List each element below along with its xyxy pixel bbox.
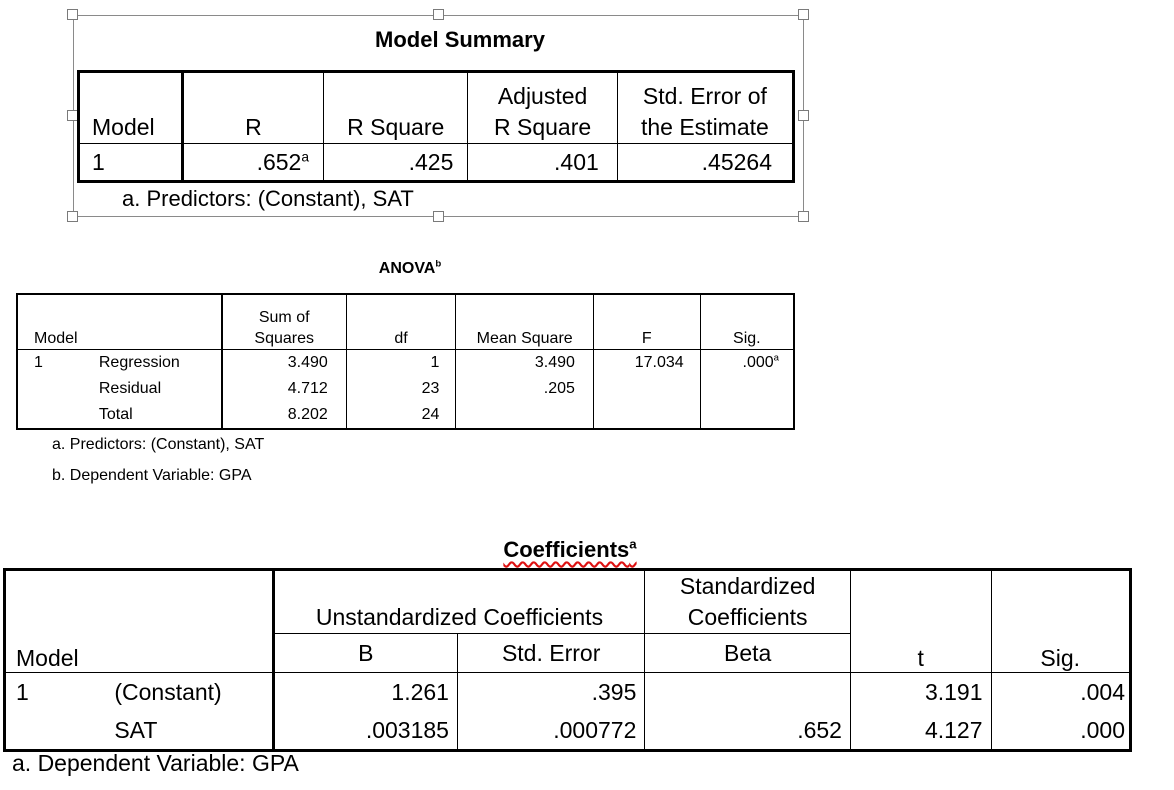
ms-header-r: R (182, 72, 323, 144)
coefficients-row-sat (5, 711, 1131, 751)
anova-footnote-b: b. Dependent Variable: GPA (52, 467, 252, 484)
anova-df-total: 24 (346, 402, 456, 429)
anova-ss-total: 8.202 (222, 402, 347, 429)
ms-header-model: Model (79, 72, 183, 144)
resize-handle-bottom-center[interactable] (433, 211, 444, 222)
model-summary-table (77, 70, 795, 183)
coefficients-header-row-1 (5, 570, 1131, 634)
coef-sig-sat: .000 (991, 711, 1131, 751)
anova-title: ANOVA$^b$ (378, 258, 442, 277)
coefficients-title: Coefficients$^a$ (503, 536, 637, 562)
anova-table (16, 293, 795, 430)
coef-header-std-error: Std. Error (457, 634, 644, 673)
ms-r-value: .652$^a$ (182, 144, 323, 182)
coef-header-model: Model (5, 634, 105, 673)
anova-header-sig: Sig. (700, 294, 794, 350)
coef-se-sat: .000772 (457, 711, 644, 751)
anova-row-regression (17, 350, 794, 377)
anova-row-total (17, 402, 794, 429)
resize-handle-bottom-left[interactable] (67, 211, 78, 222)
coef-header-unstandardized: Unstandardized Coefficients (273, 570, 645, 634)
anova-header-model: Model (17, 294, 99, 350)
resize-handle-top-center[interactable] (433, 9, 444, 20)
coefficients-footnote: a. Dependent Variable: GPA (12, 750, 299, 776)
coef-t-constant: 3.191 (850, 673, 991, 712)
anova-header-row (17, 294, 794, 350)
resize-handle-top-right[interactable] (798, 9, 809, 20)
coefficients-table (3, 568, 1132, 752)
coef-beta-sat: .652 (645, 711, 851, 751)
ms-std-error-value: .45264 (617, 144, 793, 182)
coef-model-num: 1 (5, 673, 105, 712)
coef-beta-constant (645, 673, 851, 712)
coef-b-constant: 1.261 (273, 673, 457, 712)
anova-sig-regression: .000$^a$ (700, 350, 794, 377)
resize-handle-middle-right[interactable] (798, 110, 809, 121)
anova-ms-regression: 3.490 (456, 350, 594, 377)
anova-model-num: 1 (17, 350, 99, 377)
coef-header-beta: Beta (645, 634, 851, 673)
coef-header-standardized: Standardized Coefficients (645, 570, 851, 634)
anova-ss-regression: 3.490 (222, 350, 347, 377)
anova-row-residual (17, 376, 794, 402)
coef-t-sat: 4.127 (850, 711, 991, 751)
ms-adj-r-square-value: .401 (468, 144, 617, 182)
anova-df-residual: 23 (346, 376, 456, 402)
ms-header-adjusted-r-square: Adjusted R Square (468, 72, 617, 144)
coef-header-b: B (273, 634, 457, 673)
anova-header-f: F (593, 294, 700, 350)
anova-ss-residual: 4.712 (222, 376, 347, 402)
ms-model-num: 1 (79, 144, 183, 182)
anova-header-df: df (346, 294, 456, 350)
anova-source-total: Total (99, 402, 222, 429)
model-summary-title: Model Summary (375, 27, 545, 52)
anova-source-regression: Regression (99, 350, 222, 377)
anova-source-residual: Residual (99, 376, 222, 402)
coef-b-sat: .003185 (273, 711, 457, 751)
anova-ms-residual: .205 (456, 376, 594, 402)
coef-sig-constant: .004 (991, 673, 1131, 712)
coef-se-constant: .395 (457, 673, 644, 712)
model-summary-data-row (79, 144, 794, 182)
anova-header-mean-square: Mean Square (456, 294, 594, 350)
anova-header-sum-of-squares: Sum of Squares (222, 294, 347, 350)
coef-header-t: t (850, 634, 991, 673)
anova-footnote-a: a. Predictors: (Constant), SAT (52, 436, 265, 453)
coefficients-row-constant (5, 673, 1131, 712)
ms-header-std-error: Std. Error of the Estimate (617, 72, 793, 144)
ms-header-r-square: R Square (324, 72, 468, 144)
coefficients-header-row-2 (5, 634, 1131, 673)
coef-header-sig: Sig. (991, 634, 1131, 673)
coef-term-constant: (Constant) (104, 673, 273, 712)
anova-f-regression: 17.034 (593, 350, 700, 377)
anova-df-regression: 1 (346, 350, 456, 377)
ms-r-square-value: .425 (324, 144, 468, 182)
resize-handle-bottom-right[interactable] (798, 211, 809, 222)
model-summary-footnote: a. Predictors: (Constant), SAT (122, 186, 414, 211)
resize-handle-top-left[interactable] (67, 9, 78, 20)
coef-term-sat: SAT (104, 711, 273, 751)
model-summary-header-row (79, 72, 794, 144)
